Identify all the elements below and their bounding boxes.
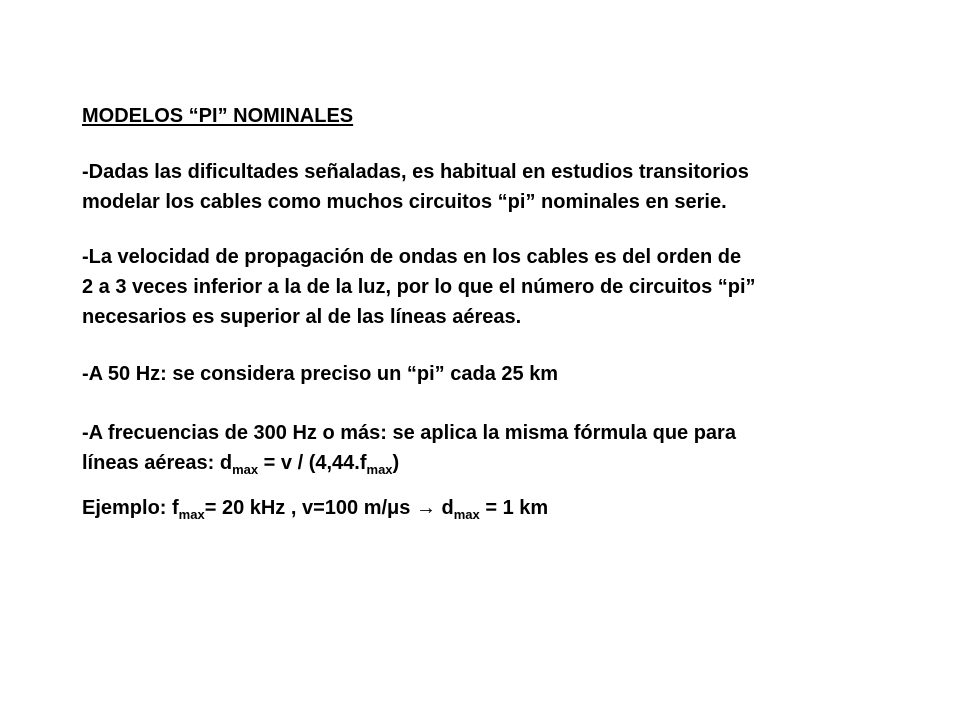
paragraph-4-line-2 [82,451,399,475]
formula-suffix: ) [392,452,400,474]
paragraph-1-line-2: modelar los cables como muchos circuitos “pi” nominales en serie. [82,191,727,213]
example-subscript-dmax: max [453,507,480,522]
paragraph-3-line-1: -A 50 Hz: se considera preciso un “pi” cada 25 km [82,363,559,385]
formula-prefix: líneas aéreas: d [82,452,233,474]
formula-subscript-fmax: max [366,462,393,477]
formula-middle: = v / (4,44.f [258,452,367,474]
example-prefix: Ejemplo: f [82,497,179,519]
example-middle: = 20 kHz , v=100 m/μs → d [204,497,454,519]
example-subscript-fmax: max [178,507,205,522]
formula-subscript-dmax: max [232,462,259,477]
paragraph-2-line-3: necesarios es superior al de las líneas aéreas. [82,306,522,328]
paragraph-1-line-1: -Dadas las dificultades señaladas, es habitual en estudios transitorios [82,161,749,183]
paragraph-4-line-1: -A frecuencias de 300 Hz o más: se aplica la misma fórmula que para [82,422,736,444]
example-line [82,496,548,520]
paragraph-2-line-2: 2 a 3 veces inferior a la de la luz, por lo que el número de circuitos “pi” [82,276,756,298]
slide-title: MODELOS “PI” NOMINALES [82,105,354,127]
paragraph-2-line-1: -La velocidad de propagación de ondas en los cables es del orden de [82,246,742,268]
example-suffix: = 1 km [479,497,549,519]
